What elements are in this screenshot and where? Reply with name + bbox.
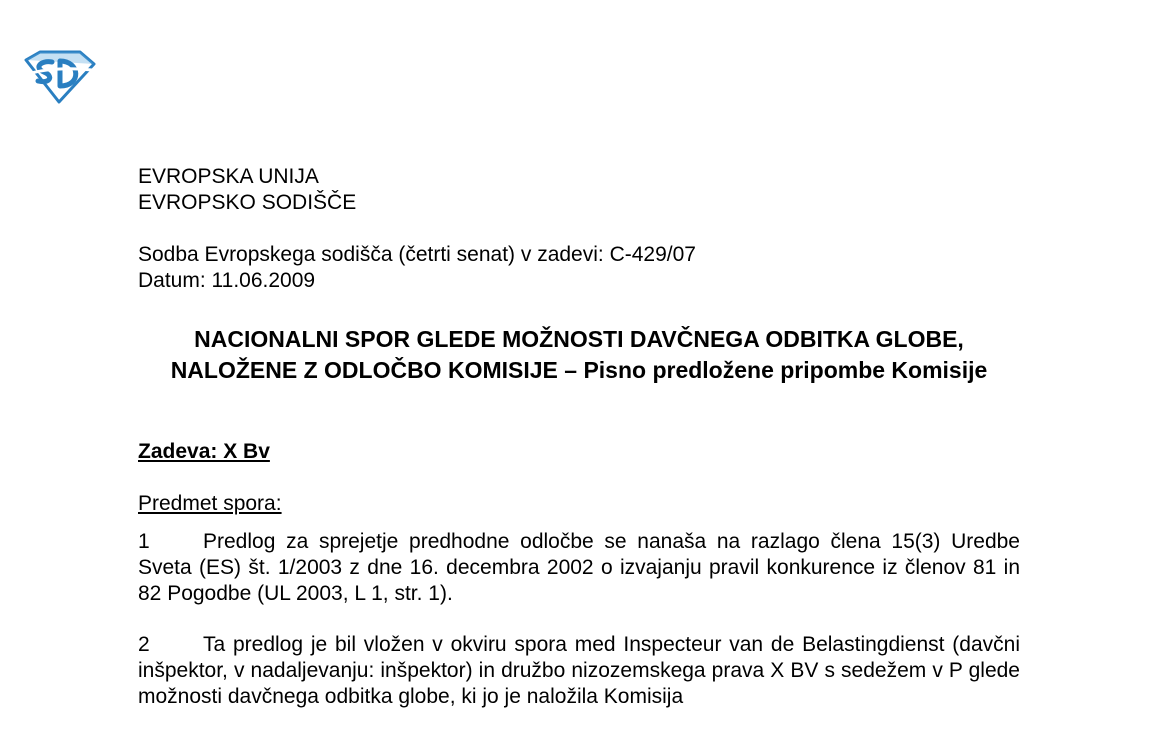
case-judgment: Sodba Evropskega sodišča (četrti senat) v zadevi: C-429/07	[138, 243, 696, 266]
paragraph-text: Predlog za sprejetje predhodne odločbe se nanaša na razlago člena 15(3) Uredbe Sveta (ES) št. 1/2003 z dne 16. decembra 2002 o izvajanju pravil konkurence iz členov 81 in 82 Pogodbe (UL 2003, L 1, str. 1).	[138, 530, 1020, 605]
predmet-heading-text: Predmet spora:	[138, 492, 282, 515]
subject-text: Zadeva: X Bv	[138, 440, 270, 463]
document-page	[138, 164, 1020, 710]
case-date: Datum: 11.06.2009	[138, 269, 316, 292]
paragraph-2	[138, 632, 1020, 710]
title-text: NACIONALNI SPOR GLEDE MOŽNOSTI DAVČNEGA ODBITKA GLOBE, NALOŽENE Z ODLOČBO KOMISIJE – Pisno predložene pripombe Komisije	[170, 326, 988, 383]
paragraph-number: 1	[138, 530, 150, 553]
sd-diamond-logo-icon	[22, 48, 96, 104]
paragraph-text: Ta predlog je bil vložen v okviru spora med Inspecteur van de Belastingdienst (davčni inšpektor, v nadaljevanju: inšpektor) in družbo nizozemskega prava X BV s sedežem v P glede možnosti davčnega odbitka globe, ki jo je naložila Komisija	[138, 633, 1020, 708]
header-court: EVROPSKO SODIŠČE	[138, 191, 357, 214]
document-title	[138, 324, 1020, 386]
paragraph-number: 2	[138, 633, 150, 656]
sd-logo	[22, 48, 96, 104]
predmet-heading	[138, 491, 1020, 517]
header-eu: EVROPSKA UNIJA	[138, 165, 319, 188]
subject-line	[138, 439, 1020, 465]
paragraph-1	[138, 529, 1020, 607]
